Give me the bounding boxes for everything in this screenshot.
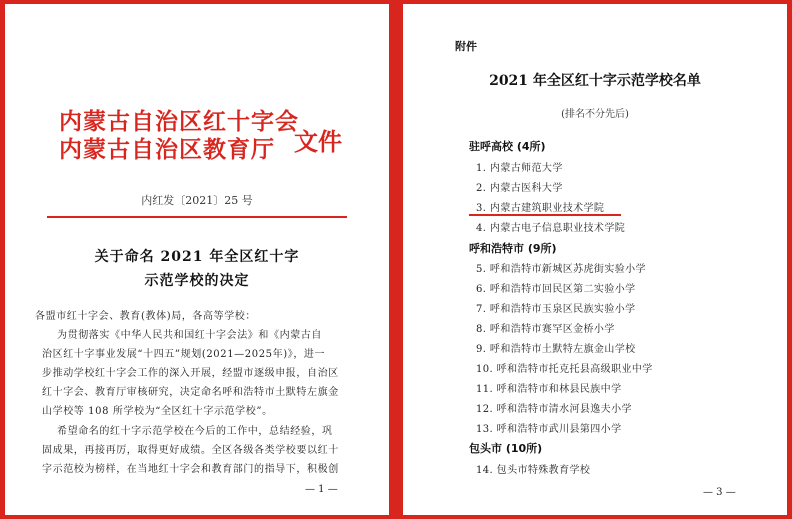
- attachment-label: 附件: [455, 40, 477, 53]
- group-heading: 驻呼高校 (4所): [469, 140, 546, 153]
- highlight-underline: [469, 214, 621, 216]
- body-line: 希望命名的红十字示范学校在今后的工作中，总结经验，巩: [57, 426, 333, 437]
- list-item: 7. 呼和浩特市玉泉区民族实验小学: [476, 304, 636, 315]
- group-heading: 呼和浩特市 (9所): [469, 242, 557, 255]
- body-line: 字示范校为榜样，在当地红十字会和教育部门的指导下，积极创: [42, 464, 339, 475]
- page-right: [403, 4, 787, 515]
- group-heading: 包头市 (10所): [469, 442, 543, 455]
- red-divider: [47, 216, 347, 218]
- list-item: 12. 呼和浩特市清水河县逸夫小学: [476, 404, 632, 415]
- list-item: 5. 呼和浩特市新城区苏虎街实验小学: [476, 264, 646, 275]
- issuer-block: [59, 108, 299, 164]
- list-item: 9. 呼和浩特市土默特左旗金山学校: [476, 344, 636, 355]
- page-number: — 3 —: [703, 487, 736, 498]
- issuer-education-dept: 内蒙古自治区教育厅: [59, 136, 275, 163]
- list-item: 11. 呼和浩特市和林县民族中学: [476, 384, 622, 395]
- body-line: 各盟市红十字会、教育(教体)局，各高等学校：: [35, 311, 257, 322]
- list-item: 3. 内蒙古建筑职业技术学院: [476, 203, 605, 214]
- list-item: 4. 内蒙古电子信息职业技术学院: [476, 223, 626, 234]
- list-item: 1. 内蒙古师范大学: [476, 163, 563, 174]
- body-line: 山学校等 108 所学校为“全区红十字示范学校”。: [42, 406, 273, 417]
- body-line: 治区红十字事业发展“十四五”规划(2021—2025年)》，进一: [42, 349, 326, 360]
- document-number: 内红发〔2021〕25 号: [141, 194, 253, 207]
- issuer-red-cross: 内蒙古自治区红十字会: [59, 108, 299, 135]
- document-type-label: 文件: [294, 127, 342, 156]
- page-number: — 1 —: [305, 484, 338, 495]
- list-item: 2. 内蒙古医科大学: [476, 183, 563, 194]
- list-title: 2021 年全区红十字示范学校名单: [489, 73, 701, 89]
- body-line: 为贯彻落实《中华人民共和国红十字会法》和《内蒙古自: [57, 330, 322, 341]
- list-item: 13. 呼和浩特市武川县第四小学: [476, 424, 622, 435]
- body-line: 固成果，再接再厉，取得更好成绩。全区各级各类学校要以红十: [42, 445, 339, 456]
- decision-title-line-1: 关于命名 2021 年全区红十字: [94, 249, 300, 265]
- list-subtitle: (排名不分先后): [561, 109, 629, 120]
- page-left: [5, 4, 389, 515]
- body-line: 步推动学校红十字会工作的深入开展，经盟市逐级申报，自治区: [42, 368, 339, 379]
- list-item: 6. 呼和浩特市回民区第二实验小学: [476, 284, 636, 295]
- body-line: 红十字会、教育厅审核研究，决定命名呼和浩特市土默特左旗金: [42, 387, 339, 398]
- list-item: 10. 呼和浩特市托克托县高级职业中学: [476, 364, 653, 375]
- list-item: 14. 包头市特殊教育学校: [476, 465, 591, 476]
- list-item: 8. 呼和浩特市赛罕区金桥小学: [476, 324, 615, 335]
- decision-title-line-2: 示范学校的决定: [144, 273, 250, 289]
